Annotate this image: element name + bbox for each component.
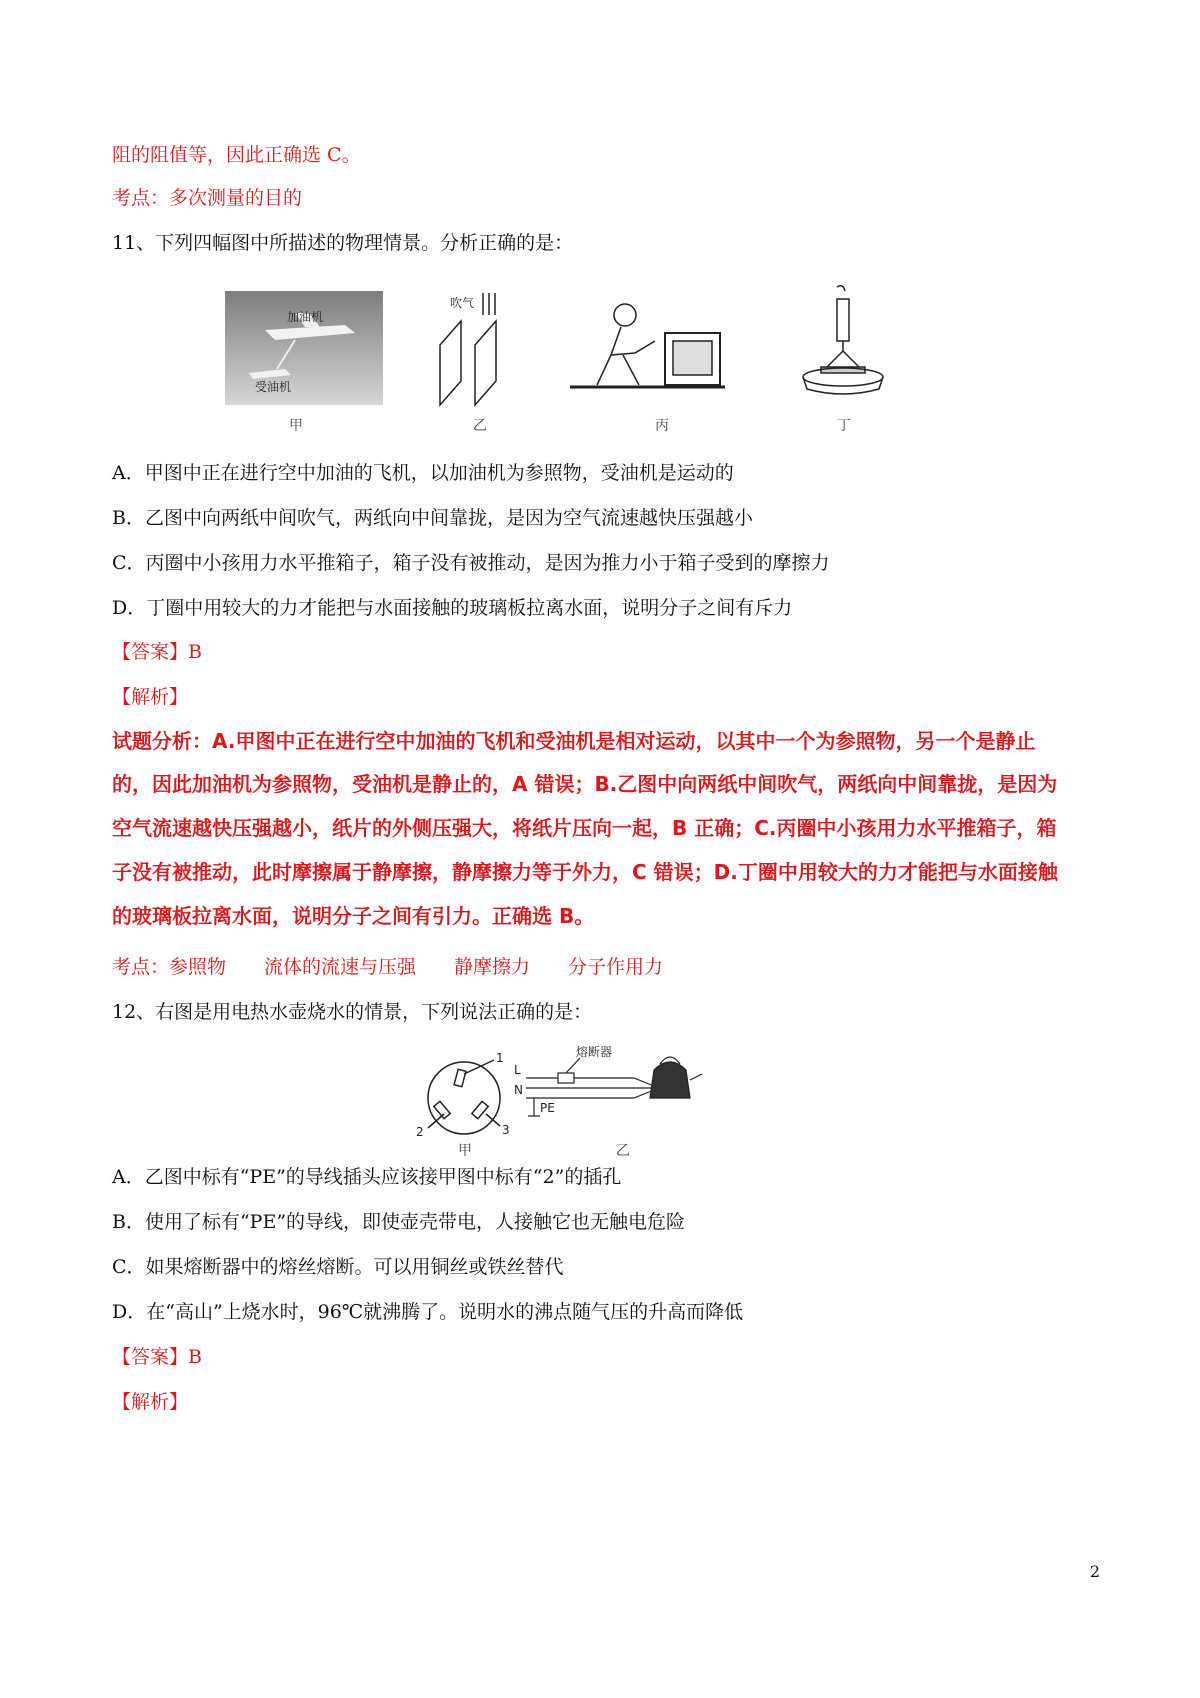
- figure-11: [225, 285, 905, 445]
- q12-option-a: A．乙图中标有“PE”的导线插头应该接甲图中标有“2”的插孔: [112, 1166, 622, 1188]
- text-line-continuation: 阻的阻值等，因此正确选 C。: [112, 144, 361, 166]
- q11-kaodian: 考点：参照物 流体的流速与压强 静摩擦力 分子作用力: [112, 956, 664, 978]
- q11-explanation-line-4: 子没有被推动，此时摩擦属于静摩擦，静摩擦力等于外力，C 错误；D.丁圈中用较大的力才能把与水面接触: [112, 860, 1058, 884]
- figure-11-caption-ding: 丁: [837, 418, 851, 434]
- answer-value: B: [188, 1346, 202, 1368]
- figure-11-jia-image: [225, 291, 383, 405]
- figure-11-bing-drawing: [570, 304, 725, 387]
- q11-option-c: C．丙圈中小孩用力水平推箱子，箱子没有被推动，是因为推力小于箱子受到的摩擦力: [112, 552, 830, 574]
- socket-label-1: 1: [496, 1051, 504, 1065]
- q12-analysis-label: [112, 1390, 188, 1414]
- blow-label: 吹气: [450, 296, 475, 310]
- wire-label-pe: PE: [540, 1101, 555, 1115]
- question-12-stem: 12、右图是用电热水壶烧水的情景，下列说法正确的是：: [112, 1001, 593, 1023]
- analysis-label: 【解析】: [112, 1391, 189, 1413]
- figure-12-caption-yi: 乙: [616, 1143, 630, 1159]
- analysis-label: 【解析】: [112, 686, 189, 708]
- question-11-stem: 11、下列四幅图中所描述的物理情景。分析正确的是：: [112, 232, 574, 254]
- figure-12-socket-drawing: [428, 1060, 500, 1134]
- figure-11-yi-drawing: [440, 293, 496, 405]
- q11-explanation-line-1: 试题分析：A.甲图中正在进行空中加油的飞机和受油机是相对运动，以其中一个为参照物，另一个是静止: [112, 729, 1036, 753]
- figure-11-ding-drawing: [803, 286, 883, 394]
- figure-11-caption-jia: 甲: [289, 418, 303, 434]
- figure-11-caption-bing: 丙: [655, 418, 669, 434]
- plane-label-tanker: 加油机: [287, 310, 324, 324]
- q11-explanation-line-2: 的，因此加油机为参照物，受油机是静止的，A 错误；B.乙图中向两纸中间吹气，两纸向中间靠拢，是因为: [112, 772, 1058, 796]
- q12-option-d: D．在“高山”上烧水时，96℃就沸腾了。说明水的沸点随气压的升高而降低: [112, 1301, 744, 1323]
- page-number: 2: [1089, 1562, 1100, 1581]
- q12-option-b: B．使用了标有“PE”的导线，即使壶壳带电，人接触它也无触电危险: [112, 1211, 686, 1233]
- answer-label: 【答案】: [112, 1346, 189, 1368]
- q11-explanation-line-3: 空气流速越快压强越小，纸片的外侧压强大，将纸片压向一起，B 正确；C.丙圈中小孩用力水平推箱子，箱: [112, 816, 1057, 840]
- answer-label: 【答案】: [112, 641, 189, 663]
- figure-12: [408, 1040, 748, 1160]
- q11-option-d: D．丁圈中用较大的力才能把与水面接触的玻璃板拉离水面，说明分子之间有斥力: [112, 597, 793, 619]
- figure-11-caption-yi: 乙: [473, 418, 487, 434]
- q12-option-c: C．如果熔断器中的熔丝熔断。可以用铜丝或铁丝替代: [112, 1256, 564, 1278]
- figure-12-caption-jia: 甲: [458, 1143, 472, 1159]
- q12-answer: [112, 1345, 202, 1369]
- kaodian-line: 考点：多次测量的目的: [112, 187, 303, 209]
- plane-label-receiver: 受油机: [255, 380, 292, 394]
- wire-label-l: L: [514, 1063, 521, 1077]
- fuse-label: 熔断器: [576, 1045, 613, 1059]
- answer-value: B: [188, 641, 202, 663]
- q11-option-b: B．乙图中向两纸中间吹气，两纸向中间靠拢，是因为空气流速越快压强越小: [112, 507, 753, 529]
- q11-analysis-label: [112, 685, 188, 709]
- q11-explanation-line-5: 的玻璃板拉离水面，说明分子之间有引力。正确选 B。: [112, 904, 595, 928]
- socket-label-2: 2: [416, 1125, 424, 1139]
- q11-answer: [112, 640, 202, 664]
- wire-label-n: N: [514, 1083, 523, 1097]
- socket-label-3: 3: [502, 1123, 510, 1137]
- q11-option-a: A．甲图中正在进行空中加油的飞机，以加油机为参照物，受油机是运动的: [112, 462, 734, 484]
